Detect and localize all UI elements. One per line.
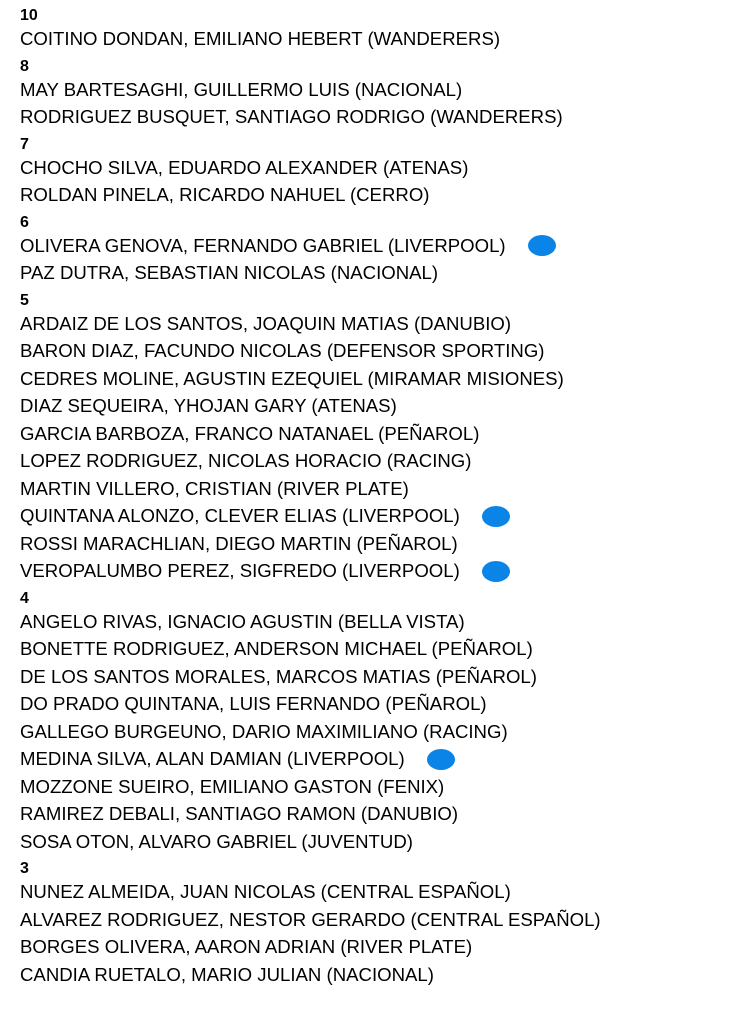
player-row [20,103,740,131]
player-row [20,745,740,773]
player-row [20,310,740,338]
player-name: GALLEGO BURGEUNO, DARIO MAXIMILIANO (RACING) [20,720,508,742]
player-name: DIAZ SEQUEIRA, YHOJAN GARY (ATENAS) [20,395,397,416]
goal-count-heading: 3 [20,860,29,877]
goal-count-heading: 5 [20,291,29,309]
player-row [20,154,740,182]
goal-count-heading: 4 [20,589,29,607]
player-name: BONETTE RODRIGUEZ, ANDERSON MICHAEL (PEÑAROL) [20,638,533,659]
player-row [20,25,740,53]
player-row [20,906,740,934]
player-name: CHOCHO SILVA, EDUARDO ALEXANDER (ATENAS) [20,156,469,178]
player-row [20,961,740,989]
goal-count-heading: 8 [20,57,29,75]
player-row [20,663,740,691]
player-name: MOZZONE SUEIRO, EMILIANO GASTON (FENIX) [20,775,445,797]
player-row [20,530,740,558]
player-row [20,420,740,448]
player-name: BARON DIAZ, FACUNDO NICOLAS (DEFENSOR SPORTING) [20,340,545,361]
goal-count-group [20,590,740,856]
player-row [20,773,740,801]
player-row [20,259,740,287]
player-name: SOSA OTON, ALVARO GABRIEL (JUVENTUD) [20,830,413,852]
player-name: GARCIA BARBOZA, FRANCO NATANAEL (PEÑAROL) [20,422,480,444]
player-name: LOPEZ RODRIGUEZ, NICOLAS HORACIO (RACING) [20,450,472,471]
blue-dot-marker-icon [528,235,556,256]
player-row [20,181,740,209]
player-name: QUINTANA ALONZO, CLEVER ELIAS (LIVERPOOL) [20,505,460,526]
player-row [20,502,740,530]
goal-count-group [20,136,740,209]
player-row [20,392,740,420]
goal-count-group [20,860,740,988]
player-name: VEROPALUMBO PEREZ, SIGFREDO (LIVERPOOL) [20,560,460,581]
player-row [20,475,740,503]
player-name: PAZ DUTRA, SEBASTIAN NICOLAS (NACIONAL) [20,262,439,283]
player-name: RAMIREZ DEBALI, SANTIAGO RAMON (DANUBIO) [20,803,459,824]
player-name: BORGES OLIVERA, AARON ADRIAN (RIVER PLATE) [20,936,473,957]
player-name: CANDIA RUETALO, MARIO JULIAN (NACIONAL) [20,963,434,985]
player-name: MAY BARTESAGHI, GUILLERMO LUIS (NACIONAL) [20,78,463,100]
blue-dot-marker-icon [427,749,455,770]
player-name: ARDAIZ DE LOS SANTOS, JOAQUIN MATIAS (DANUBIO) [20,312,512,334]
player-name: DO PRADO QUINTANA, LUIS FERNANDO (PEÑAROL) [20,693,487,714]
player-row [20,718,740,746]
blue-dot-marker-icon [482,506,510,527]
player-row [20,76,740,104]
player-row [20,878,740,906]
goal-count-group [20,214,740,287]
goal-count-group [20,292,740,585]
player-name: RODRIGUEZ BUSQUET, SANTIAGO RODRIGO (WANDERERS) [20,106,563,127]
player-name: DE LOS SANTOS MORALES, MARCOS MATIAS (PEÑAROL) [20,665,537,687]
goal-count-group [20,58,740,131]
player-row [20,690,740,718]
player-name: ANGELO RIVAS, IGNACIO AGUSTIN (BELLA VISTA) [20,610,465,632]
player-row [20,365,740,393]
player-row [20,557,740,585]
player-name: MARTIN VILLERO, CRISTIAN (RIVER PLATE) [20,477,409,499]
player-name: MEDINA SILVA, ALAN DAMIAN (LIVERPOOL) [20,748,405,769]
goal-count-heading: 6 [20,213,29,231]
player-row [20,933,740,961]
player-row [20,800,740,828]
goal-count-heading: 7 [20,135,29,153]
player-name: ALVAREZ RODRIGUEZ, NESTOR GERARDO (CENTRAL ESPAÑOL) [20,908,601,930]
scorers-list [20,4,740,988]
player-row [20,337,740,365]
player-name: ROLDAN PINELA, RICARDO NAHUEL (CERRO) [20,184,430,205]
player-row [20,232,740,260]
player-row [20,447,740,475]
player-row [20,608,740,636]
player-name: COITINO DONDAN, EMILIANO HEBERT (WANDERERS) [20,28,501,49]
player-name: CEDRES MOLINE, AGUSTIN EZEQUIEL (MIRAMAR MISIONES) [20,367,564,389]
player-name: OLIVERA GENOVA, FERNANDO GABRIEL (LIVERPOOL) [20,234,506,256]
player-name: NUNEZ ALMEIDA, JUAN NICOLAS (CENTRAL ESPAÑOL) [20,881,511,902]
goal-count-group [20,7,740,53]
player-row [20,828,740,856]
player-name: ROSSI MARACHLIAN, DIEGO MARTIN (PEÑAROL) [20,532,458,554]
goal-count-heading: 10 [20,7,38,24]
player-row [20,635,740,663]
blue-dot-marker-icon [482,561,510,582]
